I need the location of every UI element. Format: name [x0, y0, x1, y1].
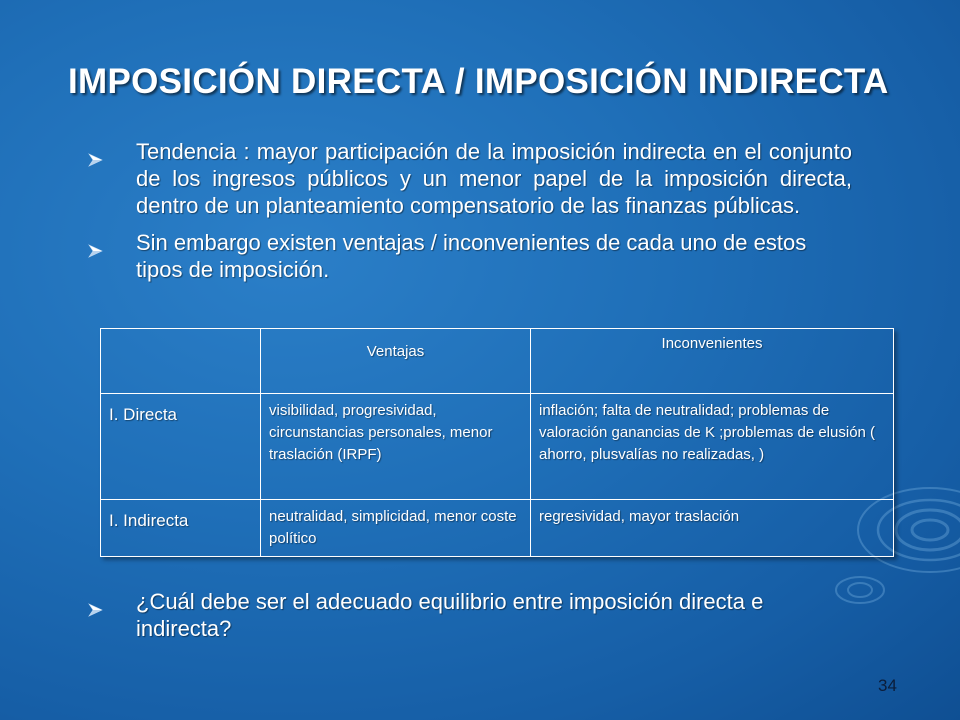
cell-inconvenientes: regresividad, mayor traslación — [531, 500, 894, 557]
bullet-item — [88, 229, 852, 283]
arrow-bullet-icon — [88, 588, 136, 623]
bullet-text: Sin embargo existen ventajas / inconvenientes de cada uno de estos tipos de imposición. — [136, 230, 807, 282]
cell-ventajas: neutralidad, simplicidad, menor coste político — [261, 500, 531, 557]
bullet-list — [88, 138, 852, 283]
cell-inconvenientes: inflación; falta de neutralidad; problemas de valoración ganancias de K ;problemas de elusión ( ahorro, plusvalías no realizadas, ) — [531, 394, 894, 500]
arrow-bullet-icon — [88, 229, 136, 264]
table-row — [101, 500, 894, 557]
page-number: 34 — [878, 676, 897, 695]
bullet-text: ¿Cuál debe ser el adecuado equilibrio entre imposición directa e indirecta? — [136, 589, 764, 641]
row-label: I. Directa — [101, 394, 261, 500]
arrow-bullet-icon — [88, 138, 136, 173]
header-cell-inconvenientes: Inconvenientes — [531, 329, 894, 394]
table-header-row — [101, 329, 894, 394]
header-cell-empty — [101, 329, 261, 394]
bullet-text: Tendencia : mayor participación de la imposición indirecta en el conjunto de los ingresos públicos y un menor papel de la imposición directa, dentro de un planteamiento compensatorio de las finanzas públicas. — [136, 139, 852, 218]
slide-title: IMPOSICIÓN DIRECTA / IMPOSICIÓN INDIRECTA — [68, 62, 889, 101]
bullet-item — [88, 138, 852, 219]
bullet-item — [88, 588, 852, 642]
row-label: I. Indirecta — [101, 500, 261, 557]
cell-ventajas: visibilidad, progresividad, circunstancias personales, menor traslación (IRPF) — [261, 394, 531, 500]
header-cell-ventajas: Ventajas — [261, 329, 531, 394]
comparison-table — [100, 328, 894, 557]
table-row — [101, 394, 894, 500]
